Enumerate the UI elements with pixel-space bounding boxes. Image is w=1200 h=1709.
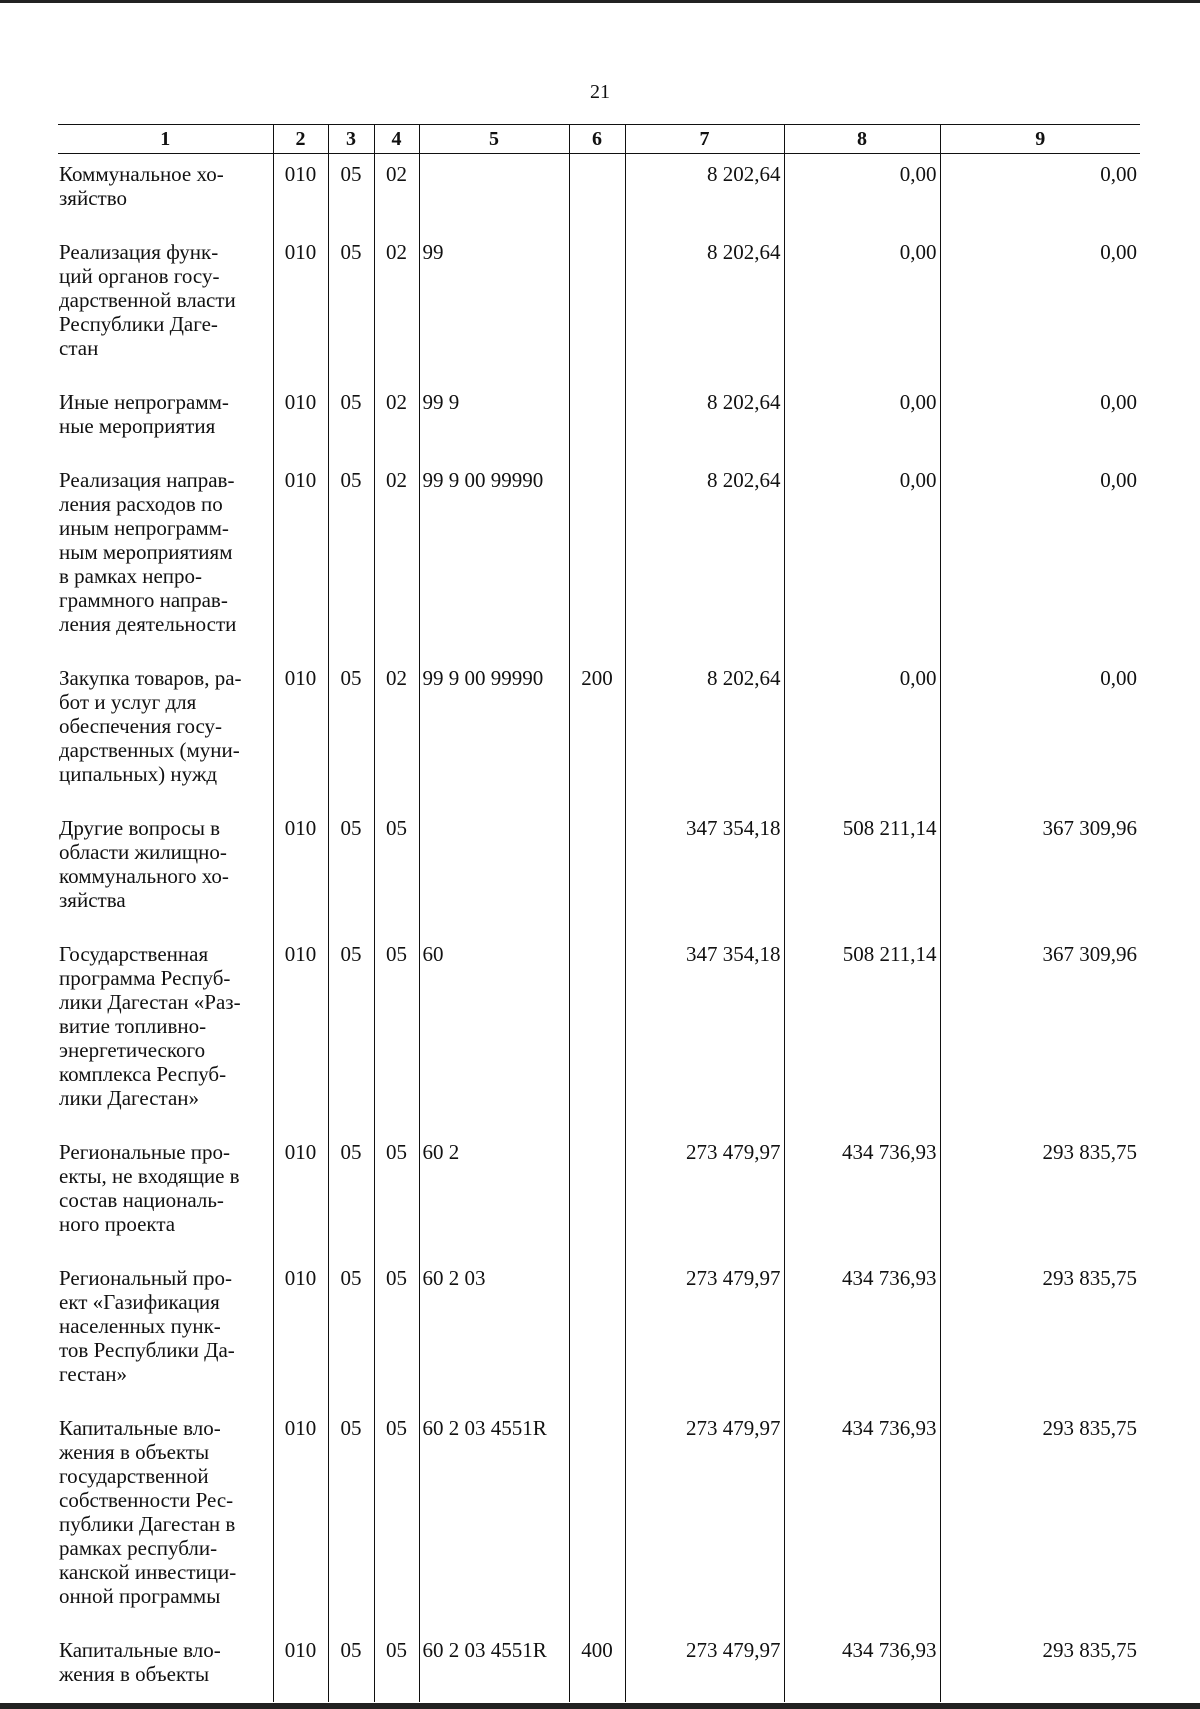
target-article-cell: 60 2 [419,1132,569,1258]
header-col-4: 4 [374,125,419,154]
expense-type-cell [569,1132,625,1258]
amount-year2-cell: 0,00 [784,154,940,233]
expense-type-cell [569,1408,625,1630]
section-code-cell: 05 [328,382,374,460]
target-article-cell: 60 2 03 [419,1258,569,1408]
expense-name-cell: Капитальные вло- жения в объекты государственной собственности Рес- публики Дагестан в рамках республи- канской инвестици- онной программы [58,1408,273,1630]
subsection-code-cell: 05 [374,808,419,934]
amount-year2-cell: 434 736,93 [784,1630,940,1702]
target-article-cell: 99 9 00 99990 [419,658,569,808]
amount-year1-cell: 347 354,18 [625,934,784,1132]
table-row [58,382,1140,460]
scan-edge-bottom [0,1703,1200,1709]
amount-year3-cell: 0,00 [940,460,1140,658]
header-col-9: 9 [940,125,1140,154]
ministry-code-cell: 010 [273,460,328,658]
amount-year2-cell: 0,00 [784,460,940,658]
budget-table [58,124,1140,1702]
ministry-code-cell: 010 [273,1408,328,1630]
amount-year2-cell: 434 736,93 [784,1258,940,1408]
ministry-code-cell: 010 [273,1630,328,1702]
amount-year3-cell: 0,00 [940,154,1140,233]
amount-year1-cell: 347 354,18 [625,808,784,934]
target-article-cell: 60 2 03 4551R [419,1630,569,1702]
subsection-code-cell: 02 [374,382,419,460]
amount-year1-cell: 273 479,97 [625,1408,784,1630]
amount-year2-cell: 434 736,93 [784,1132,940,1258]
target-article-cell: 99 9 [419,382,569,460]
subsection-code-cell: 02 [374,460,419,658]
amount-year3-cell: 293 835,75 [940,1258,1140,1408]
expense-name-cell: Иные непрограмм- ные мероприятия [58,382,273,460]
amount-year3-cell: 293 835,75 [940,1132,1140,1258]
amount-year2-cell: 0,00 [784,232,940,382]
expense-type-cell [569,460,625,658]
target-article-cell: 60 2 03 4551R [419,1408,569,1630]
ministry-code-cell: 010 [273,1132,328,1258]
ministry-code-cell: 010 [273,1258,328,1408]
amount-year1-cell: 273 479,97 [625,1258,784,1408]
table-row [58,658,1140,808]
section-code-cell: 05 [328,934,374,1132]
amount-year1-cell: 273 479,97 [625,1630,784,1702]
table-row [58,1630,1140,1702]
subsection-code-cell: 05 [374,1408,419,1630]
expense-name-cell: Реализация направ- ления расходов по иным непрограмм- ным мероприятиям в рамках непро- граммного направ- ления деятельности [58,460,273,658]
expense-name-cell: Коммунальное хо- зяйство [58,154,273,233]
section-code-cell: 05 [328,1408,374,1630]
expense-name-cell: Закупка товаров, ра- бот и услуг для обеспечения госу- дарственных (муни- ципальных) нужд [58,658,273,808]
expense-type-cell [569,808,625,934]
table-row [58,460,1140,658]
header-row [58,125,1140,154]
target-article-cell [419,154,569,233]
target-article-cell: 60 [419,934,569,1132]
section-code-cell: 05 [328,1132,374,1258]
ministry-code-cell: 010 [273,382,328,460]
ministry-code-cell: 010 [273,934,328,1132]
amount-year2-cell: 508 211,14 [784,808,940,934]
table-body [58,154,1140,1703]
section-code-cell: 05 [328,658,374,808]
expense-type-cell: 200 [569,658,625,808]
amount-year3-cell: 0,00 [940,232,1140,382]
header-col-2: 2 [273,125,328,154]
section-code-cell: 05 [328,808,374,934]
expense-name-cell: Другие вопросы в области жилищно- коммунального хо- зяйства [58,808,273,934]
subsection-code-cell: 02 [374,658,419,808]
table-row [58,808,1140,934]
header-col-7: 7 [625,125,784,154]
amount-year1-cell: 8 202,64 [625,658,784,808]
scan-edge-top [0,0,1200,3]
section-code-cell: 05 [328,154,374,233]
subsection-code-cell: 05 [374,934,419,1132]
amount-year3-cell: 367 309,96 [940,808,1140,934]
amount-year2-cell: 508 211,14 [784,934,940,1132]
amount-year3-cell: 0,00 [940,658,1140,808]
section-code-cell: 05 [328,1630,374,1702]
header-col-3: 3 [328,125,374,154]
page-number: 21 [590,81,610,103]
expense-type-cell [569,154,625,233]
table-row [58,154,1140,233]
ministry-code-cell: 010 [273,154,328,233]
subsection-code-cell: 05 [374,1132,419,1258]
amount-year1-cell: 273 479,97 [625,1132,784,1258]
amount-year2-cell: 0,00 [784,658,940,808]
expense-type-cell: 400 [569,1630,625,1702]
subsection-code-cell: 05 [374,1630,419,1702]
section-code-cell: 05 [328,1258,374,1408]
table-row [58,1132,1140,1258]
amount-year1-cell: 8 202,64 [625,382,784,460]
amount-year1-cell: 8 202,64 [625,232,784,382]
amount-year3-cell: 293 835,75 [940,1630,1140,1702]
ministry-code-cell: 010 [273,808,328,934]
section-code-cell: 05 [328,460,374,658]
target-article-cell: 99 [419,232,569,382]
expense-name-cell: Региональные про- екты, не входящие в состав националь- ного проекта [58,1132,273,1258]
header-col-1: 1 [58,125,273,154]
amount-year1-cell: 8 202,64 [625,154,784,233]
expense-type-cell [569,934,625,1132]
table-row [58,1408,1140,1630]
ministry-code-cell: 010 [273,232,328,382]
subsection-code-cell: 02 [374,154,419,233]
table-header [58,125,1140,154]
amount-year3-cell: 293 835,75 [940,1408,1140,1630]
amount-year2-cell: 0,00 [784,382,940,460]
expense-type-cell [569,1258,625,1408]
ministry-code-cell: 010 [273,658,328,808]
section-code-cell: 05 [328,232,374,382]
amount-year2-cell: 434 736,93 [784,1408,940,1630]
header-col-5: 5 [419,125,569,154]
expense-name-cell: Государственная программа Респуб- лики Дагестан «Раз- витие топливно- энергетического комплекса Респуб- лики Дагестан» [58,934,273,1132]
table-row [58,232,1140,382]
table-row [58,934,1140,1132]
expense-type-cell [569,382,625,460]
target-article-cell [419,808,569,934]
expense-name-cell: Капитальные вло- жения в объекты [58,1630,273,1702]
amount-year3-cell: 367 309,96 [940,934,1140,1132]
expense-name-cell: Реализация функ- ций органов госу- дарственной власти Республики Даге- стан [58,232,273,382]
expense-name-cell: Региональный про- ект «Газификация населенных пунк- тов Республики Да- гестан» [58,1258,273,1408]
subsection-code-cell: 05 [374,1258,419,1408]
target-article-cell: 99 9 00 99990 [419,460,569,658]
amount-year1-cell: 8 202,64 [625,460,784,658]
table-row [58,1258,1140,1408]
expense-type-cell [569,232,625,382]
header-col-6: 6 [569,125,625,154]
amount-year3-cell: 0,00 [940,382,1140,460]
subsection-code-cell: 02 [374,232,419,382]
header-col-8: 8 [784,125,940,154]
